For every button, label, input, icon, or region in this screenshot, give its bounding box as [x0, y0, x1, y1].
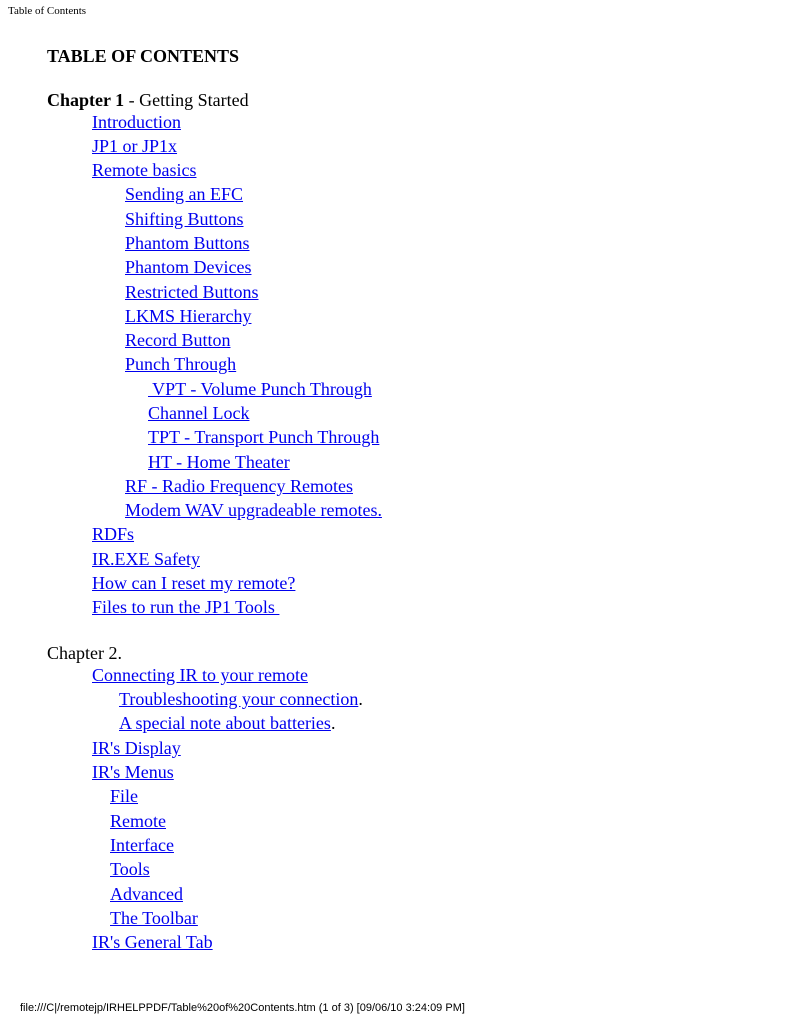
toc-link-menu-interface[interactable]: Interface — [110, 835, 174, 855]
toc-link-phantom-devices[interactable]: Phantom Devices — [125, 257, 252, 277]
toc-link-punch-through[interactable]: Punch Through — [125, 354, 237, 374]
toc-link-ht[interactable]: HT - Home Theater — [148, 452, 290, 472]
toc-link-remote-basics[interactable]: Remote basics — [92, 160, 197, 180]
print-header-title: Table of Contents — [8, 5, 87, 17]
toc-link-connecting-ir[interactable]: Connecting IR to your remote — [92, 665, 308, 685]
toc-link-menu-tools[interactable]: Tools — [110, 859, 150, 879]
toc-link-troubleshooting[interactable]: Troubleshooting your connection — [119, 689, 359, 709]
toc-entry-batteries-note — [119, 712, 335, 734]
toc-link-rf[interactable]: RF - Radio Frequency Remotes — [125, 476, 353, 496]
toc-link-irs-display[interactable]: IR's Display — [92, 738, 181, 758]
toc-link-phantom-buttons[interactable]: Phantom Buttons — [125, 233, 250, 253]
toc-link-menu-file[interactable]: File — [110, 786, 139, 806]
toc-link-irs-menus[interactable]: IR's Menus — [92, 762, 174, 782]
toc-link-irs-general-tab[interactable]: IR's General Tab — [92, 932, 213, 952]
chapter-1-label: Chapter 1 — [47, 90, 125, 110]
chapter-2-heading — [47, 642, 122, 664]
toc-link-modem-wav[interactable]: Modem WAV upgradeable remotes. — [125, 500, 382, 520]
toc-link-jp1-or-jp1x[interactable]: JP1 or JP1x — [92, 136, 178, 156]
toc-link-menu-advanced[interactable]: Advanced — [110, 884, 183, 904]
toc-link-batteries-note[interactable]: A special note about batteries — [119, 713, 331, 733]
toc-link-introduction[interactable]: Introduction — [92, 112, 181, 132]
toc-title: TABLE OF CONTENTS — [47, 46, 240, 66]
chapter-1-subtitle: - Getting Started — [124, 90, 249, 110]
chapter-1-heading — [47, 89, 249, 111]
toc-link-rdfs[interactable]: RDFs — [92, 524, 135, 544]
toc-link-shifting-buttons[interactable]: Shifting Buttons — [125, 209, 244, 229]
toc-link-tpt[interactable]: TPT - Transport Punch Through — [148, 427, 380, 447]
toc-entry-troubleshooting — [119, 688, 363, 710]
print-footer-path: file:///C|/remotejp/IRHELPPDF/Table%20of%20Contents.htm (1 of 3) [09/06/10 3:24:09 PM] — [20, 1002, 465, 1014]
toc-link-reset-remote[interactable]: How can I reset my remote? — [92, 573, 296, 593]
toc-link-channel-lock[interactable]: Channel Lock — [148, 403, 250, 423]
batteries-suffix: . — [330, 713, 336, 733]
toc-link-record-button[interactable]: Record Button — [125, 330, 231, 350]
toc-link-restricted-buttons[interactable]: Restricted Buttons — [125, 282, 259, 302]
toc-link-menu-remote[interactable]: Remote — [110, 811, 166, 831]
toc-link-menu-toolbar[interactable]: The Toolbar — [110, 908, 198, 928]
toc-link-irexe-safety[interactable]: IR.EXE Safety — [92, 549, 200, 569]
toc-link-vpt[interactable]: VPT - Volume Punch Through — [148, 379, 372, 399]
toc-link-files-jp1-tools[interactable]: Files to run the JP1 Tools — [92, 597, 280, 617]
troubleshooting-suffix: . — [358, 689, 363, 709]
toc-link-sending-efc[interactable]: Sending an EFC — [125, 184, 244, 204]
chapter-2-label: Chapter 2. — [47, 643, 122, 663]
toc-link-lkms-hierarchy[interactable]: LKMS Hierarchy — [125, 306, 252, 326]
